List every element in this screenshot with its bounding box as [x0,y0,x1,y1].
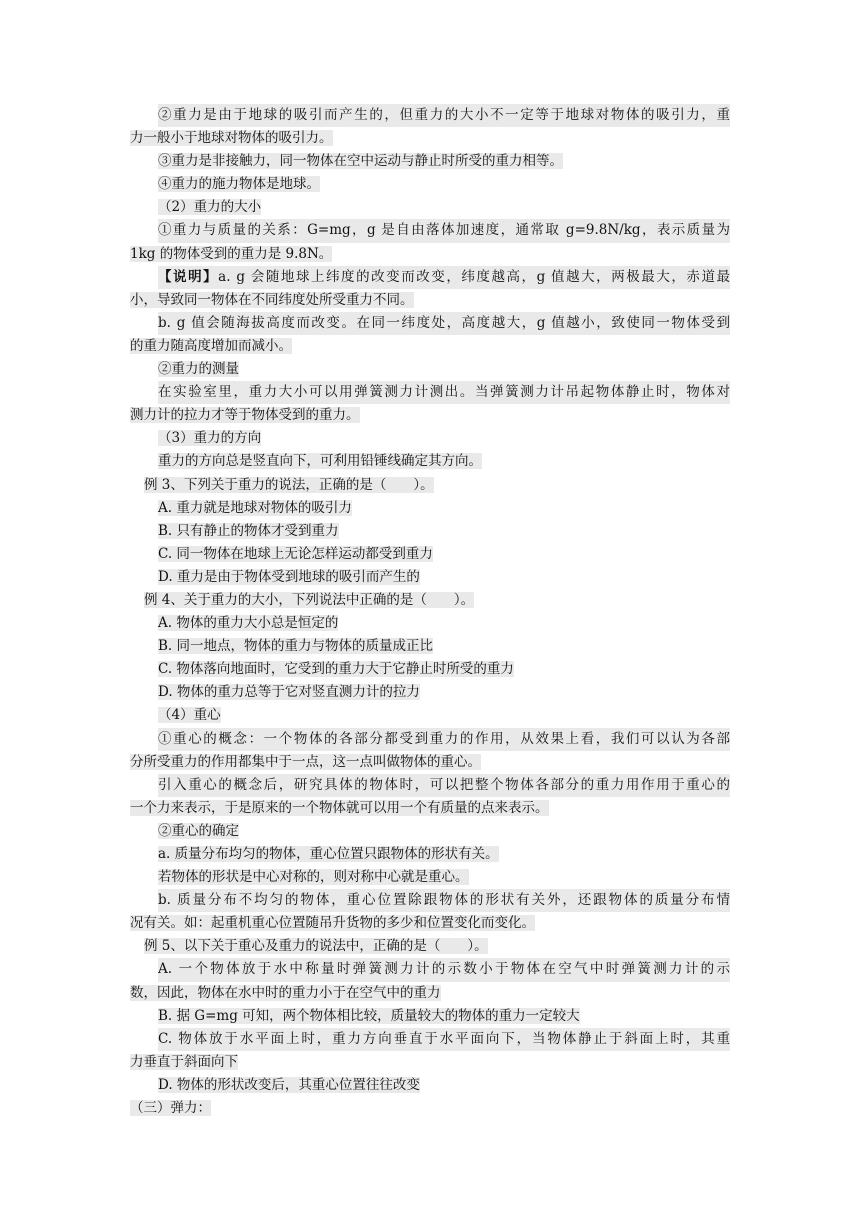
text-line [130,1005,730,1028]
text-line [130,104,730,127]
text-line-content [158,153,563,169]
text-run: ①重心的概念：一个物体的各部分都受到重力的作用，从效果上看，我们可以认为各部 [158,730,730,747]
text-line [130,497,730,520]
text-run: 1kg 的物体受到的重力是 9.8N。 [130,245,333,262]
text-line-content [158,361,239,377]
text-line-content [158,638,433,654]
text-line [130,289,730,312]
text-line [130,427,730,450]
text-run: ②重心的确定 [158,822,239,839]
text-run: B. 据 G=mg 可知，两个物体相比较，质量较大的物体的重力一定较大 [158,1007,580,1024]
text-run: b. 质量分布不均匀的物体，重心位置除跟物体的形状有关外，还跟物体的质量分布情 [158,892,730,909]
text-line [130,728,730,751]
text-line [130,335,730,358]
text-run: ③重力是非接触力，同一物体在空中运动与静止时所受的重力相等。 [158,153,563,170]
document-page [130,104,730,1120]
text-line-content [158,728,730,751]
text-line [130,935,730,958]
text-line-content [158,312,730,335]
text-line [130,589,730,612]
text-run: 分所受重力的作用都集中于一点，这一点叫做物体的重心。 [130,753,481,770]
text-run: C. 同一物体在地球上无论怎样运动都受到重力 [158,545,433,562]
text-run: C. 物体放于水平面上时，重力方向垂直于水平面向下，当物体静止于斜面上时，其重 [158,1030,730,1047]
text-line-content [130,130,333,146]
text-run: 在实验室里，重力大小可以用弹簧测力计测出。当弹簧测力计吊起物体静止时，物体对 [158,384,730,401]
text-line [130,1028,730,1051]
text-line-content [144,592,474,608]
text-line [130,681,730,704]
text-run: ②重力是由于地球的吸引而产生的，但重力的大小不一定等于地球对物体的吸引力，重 [158,107,730,123]
text-line-content [144,938,488,954]
text-run: 若物体的形状是中心对称的，则对称中心就是重心。 [158,869,469,886]
text-line-content [158,1008,580,1024]
text-line-content [144,477,434,493]
text-line-content [130,985,441,1001]
text-run: （2）重力的大小 [158,199,262,216]
text-line [130,566,730,589]
text-line [130,866,730,889]
text-line-content [158,707,221,723]
text-line [130,381,730,404]
text-line [130,266,730,289]
text-line-content [158,661,514,677]
text-line [130,1074,730,1097]
text-run: 的重力随高度增加而减小。 [130,337,292,354]
text-run: ④重力的施力物体是地球。 [158,176,320,193]
text-line [130,474,730,497]
text-line [130,982,730,1005]
text-run: 例 5、以下关于重心及重力的说法中，正确的是（ ）。 [144,938,488,955]
text-line-content [158,958,730,981]
text-line [130,774,730,797]
text-run: 况有关。如：起重机重心位置随吊升货物的多少和位置变化而变化。 [130,915,535,932]
text-run: 一个力来表示，于是原来的一个物体就可以用一个有质量的点来表示。 [130,799,549,816]
text-line-content [158,176,320,192]
text-line-content [130,407,360,423]
text-line-content [130,1100,211,1116]
text-line [130,243,730,266]
text-run: A. 物体的重力大小总是恒定的 [158,615,339,632]
text-run: 例 4、关于重力的大小，下列说法中正确的是（ ）。 [144,591,475,608]
text-line-content [158,569,420,585]
text-run: b. g 值会随海拔高度而改变。在同一纬度处，高度越大，g 值越小，致使同一物体受到 [158,314,730,331]
text-line [130,704,730,727]
text-line-content [158,1077,420,1093]
text-run: B. 同一地点，物体的重力与物体的质量成正比 [158,638,434,655]
text-run: （4）重心 [158,707,221,724]
text-line [130,450,730,473]
text-line [130,889,730,912]
text-run: D. 重力是由于物体受到地球的吸引而产生的 [158,568,420,585]
bold-label: 【说明】 [158,268,219,285]
text-run: C. 物体落向地面时，它受到的重力大于它静止时所受的重力 [158,661,514,678]
text-line [130,520,730,543]
text-line-content [158,846,499,862]
text-line [130,404,730,427]
text-line [130,173,730,196]
text-run: A. 一个物体放于水中称量时弹簧测力计的示数小于物体在空气中时弹簧测力计的示 [158,961,730,978]
text-line [130,635,730,658]
text-run: 例 3、下列关于重力的说法，正确的是（ ）。 [144,476,434,493]
text-run: D. 物体的形状改变后，其重心位置往往改变 [158,1076,420,1093]
text-line-content [158,219,730,242]
text-line-content [158,453,482,469]
text-line-content [158,889,730,912]
text-run: 数，因此，物体在水中时的重力小于在空气中的重力 [130,984,441,1001]
text-line-content [130,915,535,931]
text-run: 小，导致同一物体在不同纬度处所受重力不同。 [130,291,414,308]
text-run: A. 重力就是地球对物体的吸引力 [158,499,352,516]
text-run: D. 物体的重力总等于它对竖直测力计的拉力 [158,684,420,701]
text-line [130,312,730,335]
text-line-content [158,199,261,215]
text-line-content [158,430,261,446]
text-line-content [158,381,730,404]
text-run: （3）重力的方向 [158,430,262,447]
text-line [130,820,730,843]
text-run: a. g 会随地球上纬度的改变而改变，纬度越高，g 值越大，两极最大，赤道最 [218,268,730,285]
text-line-content [158,615,338,631]
text-line-content [130,338,292,354]
text-line-content [130,1054,238,1070]
text-line-content [158,104,730,127]
text-run: ①重力与质量的关系：G=mg，g 是自由落体加速度，通常取 g=9.8N/kg，表示质量为 [158,222,730,239]
text-line-content [158,546,433,562]
text-line-content [158,869,469,885]
text-line-content [130,800,549,816]
text-line [130,219,730,242]
text-run: ②重力的测量 [158,361,239,378]
text-line [130,658,730,681]
text-line [130,196,730,219]
text-line [130,912,730,935]
text-line-content [158,823,239,839]
text-line-content [158,500,352,516]
text-run: B. 只有静止的物体才受到重力 [158,522,339,539]
text-run: 引入重心的概念后，研究具体的物体时，可以把整个物体各部分的重力用作用于重心的 [158,776,730,793]
text-run: 力一般小于地球对物体的吸引力。 [130,130,333,147]
text-run: 重力的方向总是竖直向下，可利用铅锤线确定其方向。 [158,453,482,470]
text-line [130,358,730,381]
text-line [130,751,730,774]
text-line [130,1051,730,1074]
text-line [130,843,730,866]
text-line [130,150,730,173]
text-line-content [158,1028,730,1051]
text-line-content [130,754,481,770]
text-run: 力垂直于斜面向下 [130,1053,238,1070]
text-line [130,1097,730,1120]
text-run: （三）弹力： [130,1100,211,1117]
text-line-content [158,774,730,797]
text-line [130,958,730,981]
text-line-content [158,684,420,700]
text-line-content [158,523,339,539]
text-line [130,612,730,635]
text-line-content [158,266,730,289]
text-run: a. 质量分布均匀的物体，重心位置只跟物体的形状有关。 [158,846,499,862]
text-line [130,797,730,820]
text-line [130,543,730,566]
text-run: 测力计的拉力才等于物体受到的重力。 [130,407,360,424]
text-line [130,127,730,150]
text-line-content [130,292,414,308]
text-line-content [130,246,332,262]
